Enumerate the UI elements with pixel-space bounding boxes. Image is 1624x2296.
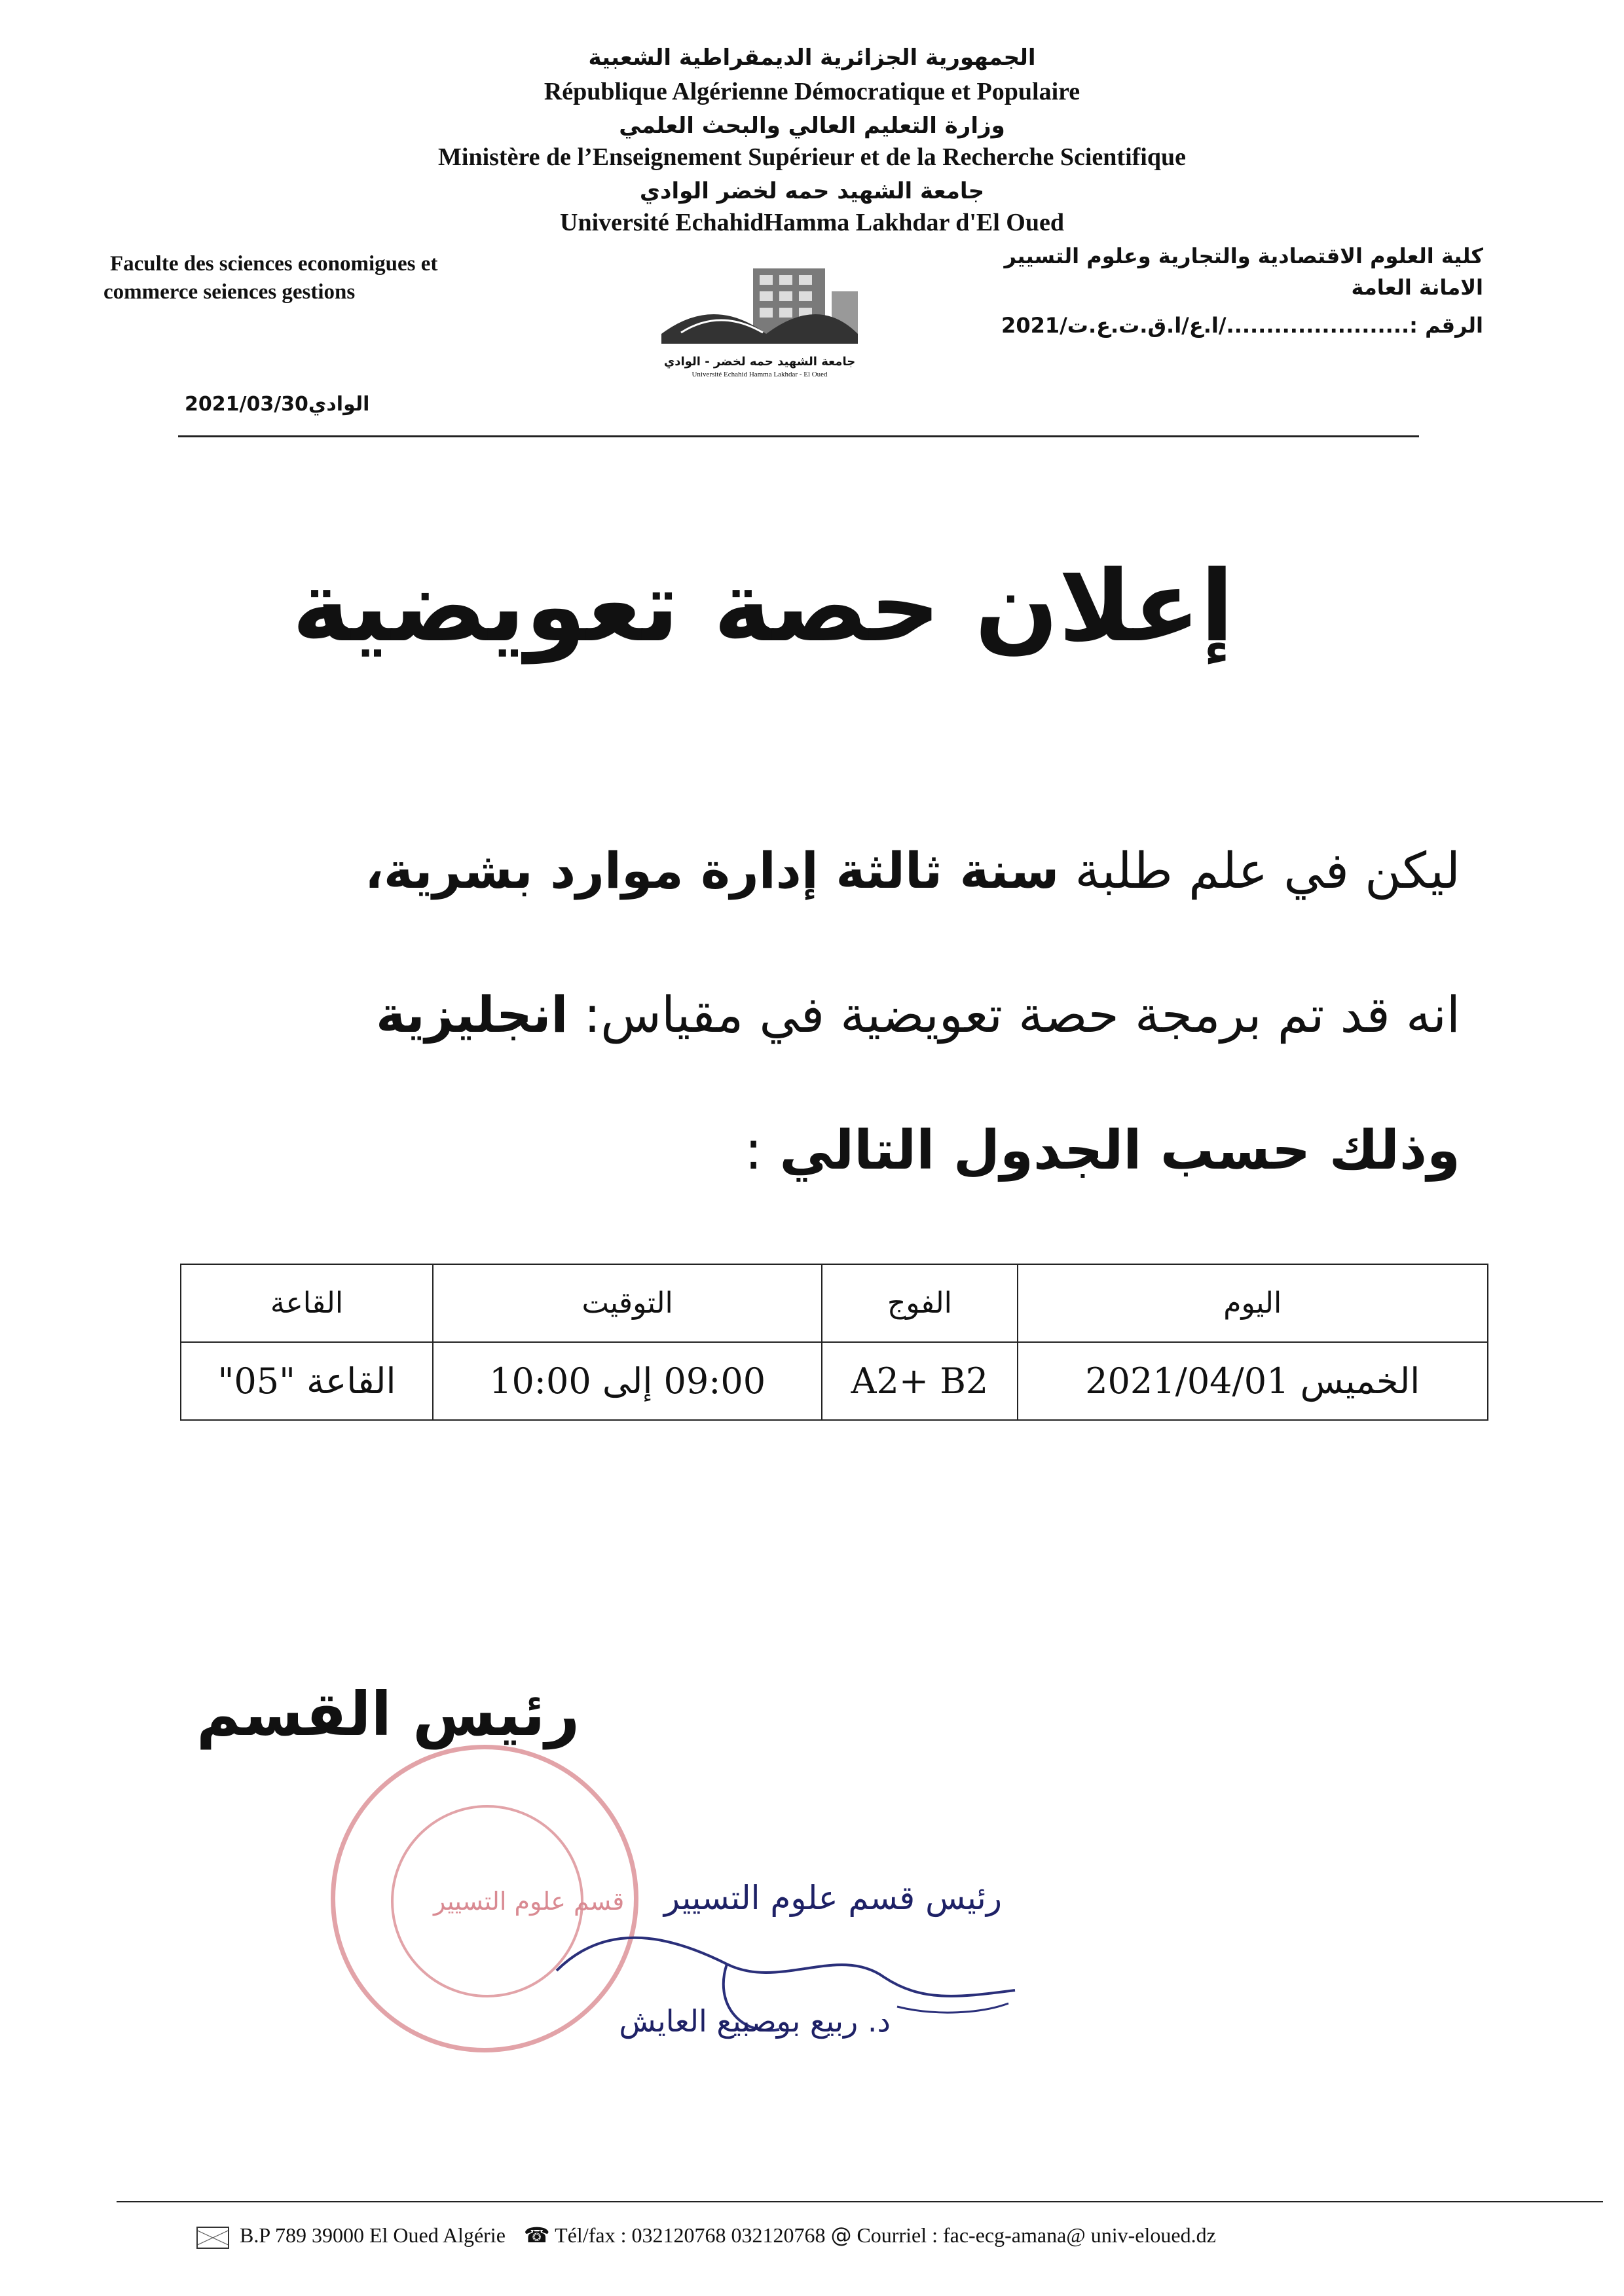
faculty-ar: كلية العلوم الاقتصادية والتجارية وعلوم التسيير bbox=[1004, 244, 1483, 268]
header-ar-republic: الجمهورية الجزائرية الديمقراطية الشعبية bbox=[588, 45, 1036, 71]
header-ar-ministry: وزارة التعليم العالي والبحث العلمي bbox=[619, 113, 1005, 139]
footer-email: Courriel : fac-ecg-amana@ univ-eloued.dz bbox=[857, 2223, 1216, 2247]
body-line-1 bbox=[365, 841, 1460, 900]
reference-number: الرقم :......................./ا.ع/ا.ق.ت.ع.ت/2021 bbox=[1001, 313, 1483, 338]
signature-handwritten-title: رئيس قسم علوم التسيير bbox=[663, 1879, 1002, 1917]
department-head-title: رئيس القسم bbox=[196, 1679, 580, 1749]
body-line-2 bbox=[376, 985, 1460, 1044]
cell-room: القاعة "05" bbox=[181, 1342, 433, 1420]
body-line-1-prefix: ليكن في علم طلبة bbox=[1059, 841, 1460, 900]
cell-group: A2+ B2 bbox=[822, 1342, 1017, 1420]
logo-caption-ar: جامعة الشهيد حمه لخضر - الوادي bbox=[663, 355, 856, 369]
faculty-fr-line1: Faculte des sciences economigues et bbox=[110, 252, 438, 276]
secretariat-ar: الامانة العامة bbox=[1351, 275, 1483, 300]
header-fr-republic: République Algérienne Démocratique et Populaire bbox=[544, 78, 1080, 105]
handwritten-signature bbox=[530, 1866, 1028, 2075]
signature-handwritten-name: د. ربيع بوصبيع العايش bbox=[619, 2003, 891, 2039]
header-ar-university: جامعة الشهيد حمه لخضر الوادي bbox=[639, 178, 985, 204]
logo-caption-fr: Université Echahid Hamma Lakhdar - El Oued bbox=[692, 371, 828, 378]
table-row bbox=[181, 1342, 1488, 1420]
body-line-3 bbox=[745, 1120, 1460, 1182]
student-group: سنة ثالثة إدارة موارد بشرية، bbox=[365, 841, 1060, 900]
header-fr-university: Université EchahidHamma Lakhdar d'El Oued bbox=[560, 209, 1064, 236]
course-name: انجليزية bbox=[376, 985, 568, 1044]
mail-icon bbox=[196, 2227, 229, 2249]
header-fr-ministry: Ministère de l’Enseignement Supérieur et de la Recherche Scientifique bbox=[438, 143, 1186, 171]
cell-day: الخميس 2021/04/01 bbox=[1018, 1342, 1488, 1420]
footer-address: B.P 789 39000 El Oued Algérie bbox=[240, 2223, 506, 2247]
body-line-3-bold: وذلك حسب الجدول التالي bbox=[779, 1120, 1460, 1182]
footer-phone: Tél/fax : 032120768 032120768 bbox=[555, 2223, 826, 2247]
schedule-table bbox=[180, 1264, 1488, 1421]
header-divider bbox=[178, 435, 1419, 437]
header-time: التوقيت bbox=[433, 1264, 822, 1342]
cell-time: 09:00 إلى 10:00 bbox=[433, 1342, 822, 1420]
body-line-2-prefix: انه قد تم برمجة حصة تعويضية في مقياس: bbox=[568, 985, 1460, 1044]
document-date: الوادي2021/03/30 bbox=[185, 393, 370, 416]
faculty-fr-line2: commerce seiences gestions bbox=[103, 280, 356, 304]
table-header-row bbox=[181, 1264, 1488, 1342]
header-day: اليوم bbox=[1018, 1264, 1488, 1342]
body-line-3-suffix: : bbox=[744, 1120, 780, 1182]
header-group: الفوج bbox=[822, 1264, 1017, 1342]
footer-divider bbox=[117, 2201, 1603, 2202]
footer-contact bbox=[196, 2223, 1506, 2262]
announcement-title: إعلان حصة تعويضية bbox=[291, 550, 1234, 664]
phone-icon: ☎ bbox=[523, 2223, 550, 2248]
email-icon: @ bbox=[830, 2223, 852, 2248]
stamp-text: قسم علوم التسيير bbox=[434, 1887, 625, 1916]
header-room: القاعة bbox=[181, 1264, 433, 1342]
